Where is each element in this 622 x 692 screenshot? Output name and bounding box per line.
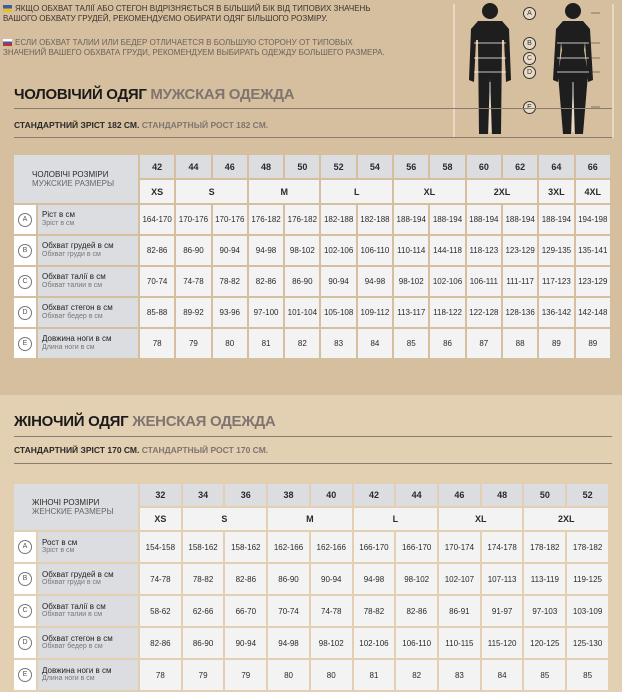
men-cell: 110-114 — [394, 236, 428, 265]
men-cell: 79 — [176, 329, 210, 358]
measure-c-icon: C — [18, 275, 32, 289]
men-header-ua: ЧОЛОВІЧІ РОЗМІРИ — [32, 170, 109, 179]
men-cell: 123-129 — [576, 267, 610, 296]
women-cell: 94-98 — [354, 564, 395, 594]
measure-a-icon: A — [18, 213, 32, 227]
women-size-number: 32 — [140, 484, 181, 506]
men-row-label-ru: Обхват талии в см — [42, 281, 103, 289]
women-cell: 78-82 — [183, 564, 224, 594]
women-header-ua: ЖІНОЧІ РОЗМІРИ — [32, 498, 100, 507]
women-row-marker — [14, 628, 36, 658]
men-header-label — [14, 155, 138, 203]
men-row-label-ru: Обхват груди в см — [42, 250, 101, 258]
men-row-label — [38, 329, 138, 358]
women-divider — [14, 436, 612, 437]
women-cell: 70-74 — [268, 596, 309, 626]
women-size-letter: XL — [439, 508, 522, 530]
note-ru: ЕСЛИ ОБХВАТ ТАЛИИ ИЛИ БЕДЕР ОТЛИЧАЕТСЯ В БОЛЬШУЮ СТОРОНУ ОТ ТИПОВЫХ ЗНАЧЕНИЙ ВАШЕГО ОБХВАТА ГРУДИ, РЕКОМЕНДУЕМ ВЫБИРАТЬ ОДЕЖДУ БОЛЬШЕГО РАЗМЕРА. — [3, 38, 385, 57]
women-cell: 78 — [140, 660, 181, 690]
men-cell: 188-194 — [394, 205, 428, 234]
men-size-number: 54 — [358, 155, 392, 178]
men-cell: 80 — [213, 329, 247, 358]
women-cell: 119-125 — [567, 564, 608, 594]
men-size-number: 46 — [213, 155, 247, 178]
men-cell: 102-106 — [430, 267, 464, 296]
women-size-number: 40 — [311, 484, 352, 506]
men-row-label-ua: Ріст в см — [42, 210, 75, 219]
women-row-label-ua: Обхват стегон в см — [42, 633, 113, 643]
men-row-label-ru: Обхват бедер в см — [42, 312, 103, 320]
men-cell: 123-129 — [503, 236, 537, 265]
men-cell: 106-111 — [467, 267, 501, 296]
men-cell: 86 — [430, 329, 464, 358]
men-cell: 188-194 — [430, 205, 464, 234]
figure-tag-b: B — [523, 37, 536, 50]
women-cell: 162-166 — [268, 532, 309, 562]
women-cell: 80 — [268, 660, 309, 690]
women-size-letter: S — [183, 508, 266, 530]
women-row-marker — [14, 564, 36, 594]
men-cell: 122-128 — [467, 298, 501, 327]
measure-d-icon: D — [18, 636, 32, 650]
women-row-marker — [14, 660, 36, 690]
table-row — [14, 532, 608, 562]
men-size-number: 52 — [321, 155, 355, 178]
men-header-ru: МУЖСКИЕ РАЗМЕРЫ — [32, 179, 115, 188]
men-cell: 82 — [285, 329, 319, 358]
women-row-label-ua: Довжина ноги в см — [42, 665, 112, 675]
table-row — [14, 298, 610, 327]
men-cell: 82-86 — [249, 267, 283, 296]
men-cell: 176-182 — [285, 205, 319, 234]
men-size-number: 44 — [176, 155, 210, 178]
women-row-label-ua: Обхват талії в см — [42, 601, 106, 611]
women-size-number: 46 — [439, 484, 480, 506]
men-cell: 129-135 — [539, 236, 573, 265]
women-row-label — [38, 596, 138, 626]
men-cell: 86-90 — [176, 236, 210, 265]
women-cell: 58-62 — [140, 596, 181, 626]
men-cell: 88 — [503, 329, 537, 358]
men-cell: 188-194 — [539, 205, 573, 234]
men-size-number: 62 — [503, 155, 537, 178]
men-size-number: 66 — [576, 155, 610, 178]
women-cell: 120-125 — [524, 628, 565, 658]
women-cell: 107-113 — [482, 564, 523, 594]
men-cell: 105-108 — [321, 298, 355, 327]
women-row-label-ua: Рост в см — [42, 537, 78, 547]
men-cell: 89 — [576, 329, 610, 358]
women-cell: 115-120 — [482, 628, 523, 658]
women-cell: 125-130 — [567, 628, 608, 658]
men-row-marker — [14, 329, 36, 358]
women-row-label — [38, 564, 138, 594]
men-cell: 98-102 — [394, 267, 428, 296]
men-cell: 89 — [539, 329, 573, 358]
men-cell: 109-112 — [358, 298, 392, 327]
men-cell: 117-123 — [539, 267, 573, 296]
men-cell: 98-102 — [285, 236, 319, 265]
men-title: ЧОЛОВІЧИЙ ОДЯГ МУЖСКАЯ ОДЕЖДА — [14, 86, 295, 103]
men-size-letter: M — [249, 180, 320, 203]
men-row-label-ua: Довжина ноги в см — [42, 334, 112, 343]
women-cell: 90-94 — [311, 564, 352, 594]
women-cell: 86-91 — [439, 596, 480, 626]
men-row-label-ua: Обхват стегон в см — [42, 303, 113, 312]
men-row-label — [38, 205, 138, 234]
men-cell: 74-78 — [176, 267, 210, 296]
men-row-marker — [14, 267, 36, 296]
men-cell: 142-148 — [576, 298, 610, 327]
measure-b-icon: B — [18, 244, 32, 258]
women-row-label-ru: Обхват талии в см — [42, 611, 103, 618]
men-size-letter: S — [176, 180, 247, 203]
women-cell: 162-166 — [311, 532, 352, 562]
women-cell: 84 — [482, 660, 523, 690]
men-cell: 182-188 — [358, 205, 392, 234]
ru-flag-icon — [3, 39, 12, 46]
men-cell: 94-98 — [358, 267, 392, 296]
measure-d-icon: D — [18, 306, 32, 320]
women-cell: 74-78 — [311, 596, 352, 626]
men-cell: 194-198 — [576, 205, 610, 234]
women-size-number: 44 — [396, 484, 437, 506]
men-cell: 101-104 — [285, 298, 319, 327]
men-size-letter: 4XL — [576, 180, 610, 203]
men-size-number: 56 — [394, 155, 428, 178]
women-size-number: 50 — [524, 484, 565, 506]
women-size-number: 52 — [567, 484, 608, 506]
men-row-marker — [14, 205, 36, 234]
women-cell: 106-110 — [396, 628, 437, 658]
note-ua: ЯКЩО ОБХВАТ ТАЛІЇ АБО СТЕГОН ВІДРІЗНЯЄТЬСЯ В БІЛЬШИЙ БІК ВІД ТИПОВИХ ЗНАЧЕНЬ ВАШОГО ОБХВАТУ ГРУДЕЙ, РЕКОМЕНДУЄМО ОБИРАТИ ОДЯГ БІЛЬШОГО РОЗМІРУ. — [3, 4, 371, 23]
women-cell: 82 — [396, 660, 437, 690]
women-size-table — [12, 482, 610, 692]
women-cell: 85 — [524, 660, 565, 690]
women-cell: 82-86 — [140, 628, 181, 658]
table-row — [14, 267, 610, 296]
women-cell: 158-162 — [183, 532, 224, 562]
men-divider-2 — [14, 137, 612, 138]
men-size-letter: XL — [394, 180, 465, 203]
women-size-letter: M — [268, 508, 351, 530]
women-cell: 113-119 — [524, 564, 565, 594]
men-size-number: 48 — [249, 155, 283, 178]
women-cell: 98-102 — [396, 564, 437, 594]
men-cell: 188-194 — [467, 205, 501, 234]
women-cell: 170-174 — [439, 532, 480, 562]
measure-b-icon: B — [18, 572, 32, 586]
women-title: ЖІНОЧИЙ ОДЯГ ЖЕНСКАЯ ОДЕЖДА — [14, 413, 276, 430]
women-cell: 86-90 — [183, 628, 224, 658]
men-cell: 135-141 — [576, 236, 610, 265]
women-row-label — [38, 660, 138, 690]
men-cell: 118-123 — [467, 236, 501, 265]
women-cell: 91-97 — [482, 596, 523, 626]
women-header-label — [14, 484, 138, 530]
table-row — [14, 660, 608, 690]
men-cell: 78-82 — [213, 267, 247, 296]
women-row-marker — [14, 532, 36, 562]
men-row-label-ru: Зріст в см — [42, 219, 75, 227]
women-size-number: 42 — [354, 484, 395, 506]
women-cell: 94-98 — [268, 628, 309, 658]
women-row-label-ru: Обхват груди в см — [42, 579, 101, 586]
men-row-label-ru: Длина ноги в см — [42, 343, 95, 351]
men-standard-height: СТАНДАРТНИЙ ЗРІСТ 182 СМ. СТАНДАРТНЫЙ РОСТ 182 СМ. — [14, 120, 269, 130]
men-divider — [14, 108, 612, 109]
men-cell: 113-117 — [394, 298, 428, 327]
women-cell: 82-86 — [225, 564, 266, 594]
men-size-table — [12, 153, 612, 360]
table-row — [14, 236, 610, 265]
figure-tag-d: D — [523, 66, 536, 79]
women-row-label-ru: Зріст в см — [42, 547, 75, 554]
women-cell: 103-109 — [567, 596, 608, 626]
women-cell: 174-178 — [482, 532, 523, 562]
men-cell: 85-88 — [140, 298, 174, 327]
women-cell: 80 — [311, 660, 352, 690]
men-size-letter: 2XL — [467, 180, 538, 203]
men-cell: 170-176 — [176, 205, 210, 234]
men-size-number: 64 — [539, 155, 573, 178]
table-row — [14, 564, 608, 594]
men-cell: 78 — [140, 329, 174, 358]
men-cell: 86-90 — [285, 267, 319, 296]
men-size-number: 50 — [285, 155, 319, 178]
women-cell: 62-66 — [183, 596, 224, 626]
men-row-label — [38, 298, 138, 327]
women-divider-2 — [14, 463, 612, 464]
women-cell: 158-162 — [225, 532, 266, 562]
measure-e-icon: E — [18, 337, 32, 351]
women-cell: 166-170 — [396, 532, 437, 562]
men-cell: 176-182 — [249, 205, 283, 234]
women-cell: 102-106 — [354, 628, 395, 658]
men-cell: 182-188 — [321, 205, 355, 234]
women-size-number: 38 — [268, 484, 309, 506]
men-cell: 83 — [321, 329, 355, 358]
men-cell: 81 — [249, 329, 283, 358]
women-size-number: 36 — [225, 484, 266, 506]
women-cell: 110-115 — [439, 628, 480, 658]
men-row-label — [38, 267, 138, 296]
women-cell: 97-103 — [524, 596, 565, 626]
men-row-marker — [14, 236, 36, 265]
measure-e-icon: E — [18, 668, 32, 682]
women-cell: 78-82 — [354, 596, 395, 626]
men-row-label — [38, 236, 138, 265]
women-cell: 79 — [225, 660, 266, 690]
women-cell: 178-182 — [567, 532, 608, 562]
women-size-letter: L — [354, 508, 437, 530]
men-cell: 164-170 — [140, 205, 174, 234]
men-cell: 136-142 — [539, 298, 573, 327]
men-size-number: 42 — [140, 155, 174, 178]
women-cell: 86-90 — [268, 564, 309, 594]
table-row — [14, 205, 610, 234]
table-row — [14, 329, 610, 358]
men-cell: 90-94 — [321, 267, 355, 296]
men-cell: 118-122 — [430, 298, 464, 327]
men-cell: 188-194 — [503, 205, 537, 234]
women-cell: 85 — [567, 660, 608, 690]
women-row-label — [38, 532, 138, 562]
men-cell: 111-117 — [503, 267, 537, 296]
men-size-number: 60 — [467, 155, 501, 178]
men-cell: 70-74 — [140, 267, 174, 296]
men-size-letter: 3XL — [539, 180, 573, 203]
women-row-marker — [14, 596, 36, 626]
men-size-number: 58 — [430, 155, 464, 178]
men-cell: 97-100 — [249, 298, 283, 327]
figure-tag-c: C — [523, 52, 536, 65]
men-cell: 128-136 — [503, 298, 537, 327]
men-cell: 93-96 — [213, 298, 247, 327]
men-cell: 144-118 — [430, 236, 464, 265]
men-cell: 90-94 — [213, 236, 247, 265]
table-row — [14, 596, 608, 626]
men-size-letter: XS — [140, 180, 174, 203]
women-row-label-ua: Обхват грудей в см — [42, 569, 114, 579]
table-row — [14, 628, 608, 658]
figure-tag-a: A — [523, 7, 536, 20]
ua-flag-icon — [3, 5, 12, 12]
women-row-label-ru: Обхват бедер в см — [42, 643, 103, 650]
women-cell: 81 — [354, 660, 395, 690]
women-cell: 102-107 — [439, 564, 480, 594]
men-cell: 106-110 — [358, 236, 392, 265]
women-cell: 82-86 — [396, 596, 437, 626]
men-cell: 94-98 — [249, 236, 283, 265]
measure-a-icon: A — [18, 540, 32, 554]
women-standard-height: СТАНДАРТНИЙ ЗРІСТ 170 СМ. СТАНДАРТНЫЙ РОСТ 170 СМ. — [14, 445, 269, 455]
men-cell: 85 — [394, 329, 428, 358]
men-cell: 170-176 — [213, 205, 247, 234]
women-size-number: 34 — [183, 484, 224, 506]
women-cell: 154-158 — [140, 532, 181, 562]
men-row-label-ua: Обхват талії в см — [42, 272, 106, 281]
women-cell: 66-70 — [225, 596, 266, 626]
women-cell: 98-102 — [311, 628, 352, 658]
men-cell: 102-106 — [321, 236, 355, 265]
men-size-letter: L — [321, 180, 392, 203]
men-row-label-ua: Обхват грудей в см — [42, 241, 114, 250]
women-size-letter: XS — [140, 508, 181, 530]
men-cell: 82-86 — [140, 236, 174, 265]
measure-c-icon: C — [18, 604, 32, 618]
women-header-ru: ЖЕНСКИЕ РАЗМЕРЫ — [32, 507, 114, 516]
women-cell: 178-182 — [524, 532, 565, 562]
women-cell: 83 — [439, 660, 480, 690]
men-row-marker — [14, 298, 36, 327]
women-cell: 74-78 — [140, 564, 181, 594]
women-cell: 166-170 — [354, 532, 395, 562]
women-cell: 79 — [183, 660, 224, 690]
women-row-label — [38, 628, 138, 658]
men-cell: 87 — [467, 329, 501, 358]
women-row-label-ru: Длина ноги в см — [42, 675, 95, 682]
men-cell: 89-92 — [176, 298, 210, 327]
women-cell: 90-94 — [225, 628, 266, 658]
men-cell: 84 — [358, 329, 392, 358]
women-size-number: 48 — [482, 484, 523, 506]
women-size-letter: 2XL — [524, 508, 608, 530]
